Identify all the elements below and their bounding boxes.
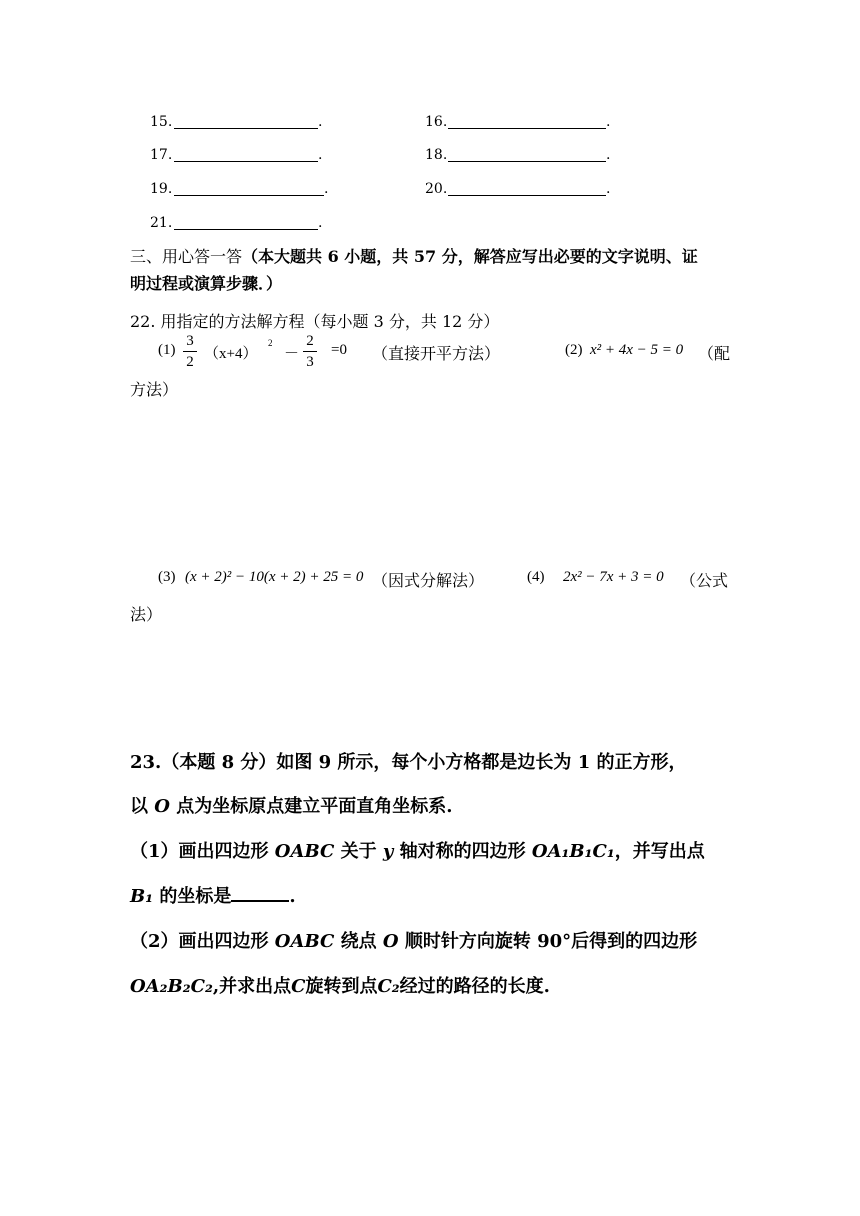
- q22-header: 22. 用指定的方法解方程（每小题 3 分，共 12 分）: [130, 312, 500, 331]
- answer-blank-18[interactable]: [448, 161, 606, 162]
- blank-period: .: [324, 181, 329, 197]
- q23-text: 以: [130, 796, 155, 817]
- q23-text: 经过的路径的长度.: [399, 976, 550, 997]
- q23-text: 绕点: [334, 931, 383, 952]
- fraction-numerator: 3: [186, 333, 194, 349]
- q22-part3-equation: (x + 2)² − 10(x + 2) + 25 = 0: [185, 569, 364, 585]
- q23-text: 的坐标是: [153, 886, 232, 907]
- q22-part1-method: （直接开平方法）: [372, 344, 501, 363]
- q23-part2: [130, 927, 697, 953]
- q22-part1-label: (1): [158, 342, 176, 358]
- q22-part2-method: （配: [698, 344, 731, 363]
- q22-part1-minus: －: [284, 346, 300, 362]
- section-3-title: 三、用心答一答: [130, 247, 243, 266]
- q23-part1: [130, 837, 705, 863]
- q23-header: 23.（本题 8 分）如图 9 所示，每个小方格都是边长为 1 的正方形，: [130, 752, 687, 773]
- q22-part4-equation: 2x² − 7x + 3 = 0: [563, 569, 664, 585]
- blank-period: .: [318, 215, 323, 231]
- q23-text: 旋转到点: [305, 976, 378, 997]
- blank-label-18: 18.: [425, 147, 448, 163]
- answer-blank-15[interactable]: [174, 128, 318, 129]
- blank-period: .: [606, 181, 611, 197]
- section-3-instructions-cont: 明过程或演算步骤．）: [130, 274, 283, 293]
- q23-part1-cont: [130, 882, 296, 908]
- q23-text: 轴对称的四边形: [393, 841, 532, 862]
- q23-point-o: O: [382, 931, 399, 952]
- blank-period: .: [318, 147, 323, 163]
- q23-quad-oabc: OABC: [274, 841, 335, 862]
- q23-quad-oa1b1c1: OA₁B₁C₁: [531, 841, 615, 862]
- q23-text: 顺时针方向旋转 90°后得到的四边形: [398, 931, 698, 952]
- answer-blank-20[interactable]: [448, 195, 606, 196]
- q22-part4-method: （公式: [680, 571, 729, 590]
- blank-label-16: 16.: [425, 114, 448, 130]
- q23-text: （1）画出四边形: [130, 841, 275, 862]
- blank-period: .: [318, 114, 323, 130]
- q22-part1-exponent: 2: [268, 338, 273, 348]
- q22-part2-label: (2): [565, 342, 583, 358]
- q23-b1-answer-blank[interactable]: [231, 884, 289, 902]
- q23-line-2: [130, 792, 453, 818]
- q23-part2-cont: [130, 972, 550, 998]
- q22-part4-method-cont: 法）: [130, 605, 163, 624]
- fraction-numerator: 2: [306, 333, 314, 349]
- blank-label-17: 17.: [150, 147, 173, 163]
- answer-blank-17[interactable]: [174, 161, 318, 162]
- blank-label-21: 21.: [150, 215, 173, 231]
- q23-quad-oabc: OABC: [274, 931, 335, 952]
- q23-text: 关于: [334, 841, 383, 862]
- answer-blank-21[interactable]: [174, 229, 318, 230]
- section-3-heading: [130, 244, 698, 267]
- blank-period: .: [606, 147, 611, 163]
- q22-part1-equals: =0: [331, 342, 347, 358]
- q22-part1-fraction-2: [303, 332, 317, 371]
- q23-point-c2: C₂: [377, 976, 400, 997]
- q23-y-axis-label: y: [382, 841, 394, 862]
- fraction-denominator: 3: [306, 354, 314, 370]
- q23-text: 点为坐标原点建立平面直角坐标系.: [169, 796, 453, 817]
- section-3-instructions: （本大题共 6 小题，共 57 分，解答应写出必要的文字说明、证: [242, 247, 698, 266]
- q23-origin-label: O: [154, 796, 170, 817]
- q23-text: .: [289, 886, 296, 907]
- q23-point-c: C: [291, 976, 306, 997]
- blank-label-19: 19.: [150, 181, 173, 197]
- q23-text: ，并写出点: [614, 841, 705, 862]
- q22-part3-method: （因式分解法）: [372, 571, 485, 590]
- q23-point-b1: B₁: [130, 886, 154, 907]
- q23-text: （2）画出四边形: [130, 931, 275, 952]
- q23-text: ,并求出点: [212, 976, 292, 997]
- q22-part1-term: （x+4）: [204, 346, 258, 362]
- blank-period: .: [606, 114, 611, 130]
- answer-blank-16[interactable]: [448, 128, 606, 129]
- q22-part2-equation: x² + 4x − 5 = 0: [590, 342, 684, 358]
- q22-part4-label: (4): [527, 569, 545, 585]
- q22-part1-fraction-1: [183, 332, 197, 371]
- fraction-denominator: 2: [186, 354, 194, 370]
- answer-blank-19[interactable]: [174, 195, 324, 196]
- q23-quad-oa2b2c2: OA₂B₂C₂: [130, 976, 213, 997]
- q22-part2-method-cont: 方法）: [130, 380, 179, 399]
- blank-label-15: 15.: [150, 114, 173, 130]
- q22-part3-label: (3): [158, 569, 176, 585]
- blank-label-20: 20.: [425, 181, 448, 197]
